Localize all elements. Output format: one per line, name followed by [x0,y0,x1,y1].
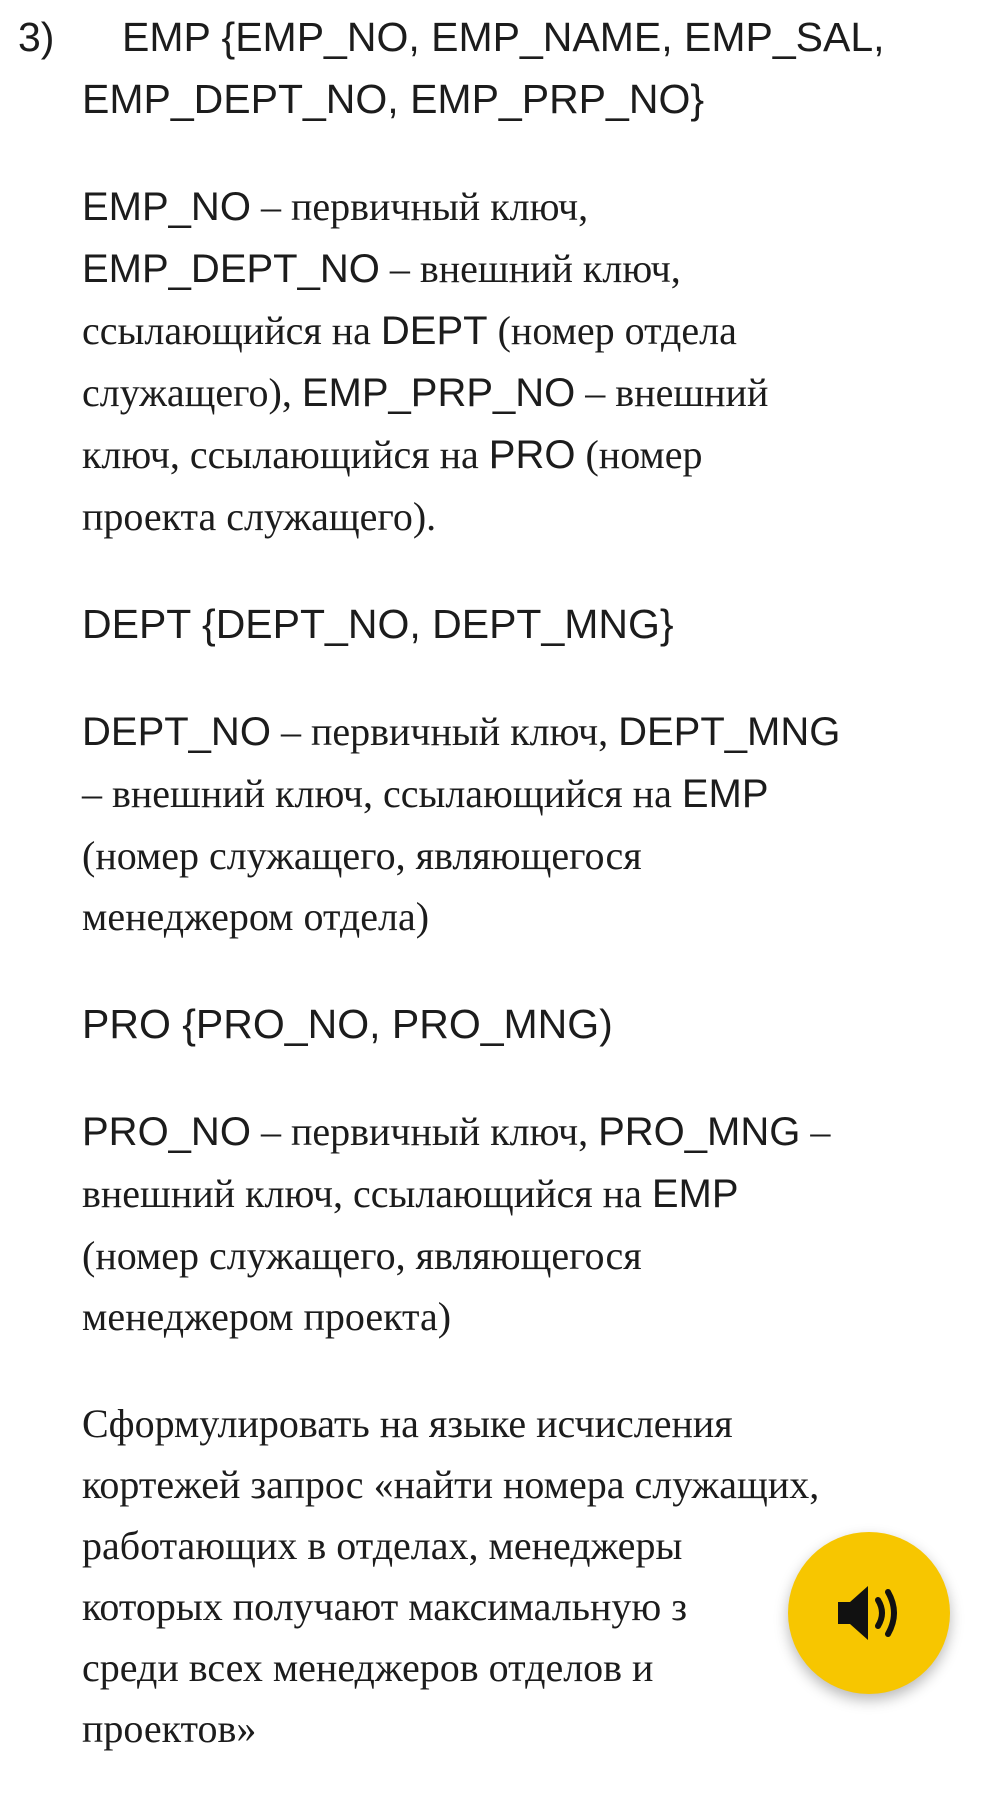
question-line: работающих в отделах, менеджеры [82,1523,683,1568]
code-term: EMP [681,772,769,816]
code-term: DEPT_NO [82,710,271,754]
text-segment: служащего), [82,370,302,415]
text-segment: (номер служащего, являющегося [82,1233,642,1278]
pro-description-line [82,1101,962,1163]
text-segment: проекта служащего). [82,494,437,539]
text-segment: – внешний ключ, ссылающийся на [82,771,682,816]
audio-button[interactable] [788,1532,950,1694]
text-segment: ключ, ссылающийся на [82,432,489,477]
code-term: DEPT [380,309,488,353]
pro-description [82,1101,962,1347]
pro-description-line [82,1163,962,1225]
code-term: EMP [651,1172,739,1216]
task-number: 3) [18,14,55,60]
code-term: EMP_DEPT_NO [82,247,380,291]
code-term: DEPT_MNG [618,710,841,754]
dept-description-line [82,763,962,825]
pro-description-line [82,1286,962,1347]
text-segment: – внешний [575,370,769,415]
pro-heading-line: PRO {PRO_NO, PRO_MNG) [82,1001,613,1047]
text-segment: – внешний ключ, [379,246,681,291]
emp-description-line [82,238,962,300]
dept-heading [82,593,962,655]
emp-heading-line: EMP_DEPT_NO, EMP_PRP_NO} [82,76,705,122]
text-segment: (номер [575,432,703,477]
emp-heading [82,6,962,130]
pro-heading [82,993,962,1055]
text-segment: – первичный ключ, [250,1109,599,1154]
dept-description-line [82,825,962,886]
text-segment: – [800,1109,831,1154]
task-content [82,6,962,1805]
text-segment: ссылающийся на [82,308,381,353]
emp-description-line [82,176,962,238]
question-line: Сформулировать на языке исчисления [82,1401,733,1446]
speaker-volume-icon [834,1582,904,1644]
code-term: PRO_NO [82,1110,251,1154]
code-term: EMP_PRP_NO [301,371,576,415]
text-segment: – первичный ключ, [250,184,589,229]
question-line: кортежей запрос «найти номера служащих, [82,1462,820,1507]
text-segment: – первичный ключ, [270,709,619,754]
emp-description-line [82,424,962,486]
dept-description [82,701,962,947]
code-term: EMP_NO [82,185,251,229]
dept-heading-line: DEPT {DEPT_NO, DEPT_MNG} [82,601,674,647]
text-segment: менеджером проекта) [82,1294,452,1339]
question-line: среди всех менеджеров отделов и [82,1645,654,1690]
text-segment: (номер отдела [487,308,737,353]
code-term: PRO [488,433,576,477]
emp-description-line [82,300,962,362]
text-segment: внешний ключ, ссылающийся на [82,1171,652,1216]
text-segment: менеджером отдела) [82,894,430,939]
emp-description [82,176,962,547]
pro-description-line [82,1225,962,1286]
emp-description-line [82,486,962,547]
code-term: PRO_MNG [598,1110,801,1154]
dept-description-line [82,701,962,763]
emp-description-line [82,362,962,424]
emp-heading-line: EMP {EMP_NO, EMP_NAME, EMP_SAL, [122,14,885,60]
question-line: которых получают максимальную з [82,1584,688,1629]
text-segment: (номер служащего, являющегося [82,833,642,878]
dept-description-line [82,886,962,947]
question-line: проектов» [82,1706,257,1751]
